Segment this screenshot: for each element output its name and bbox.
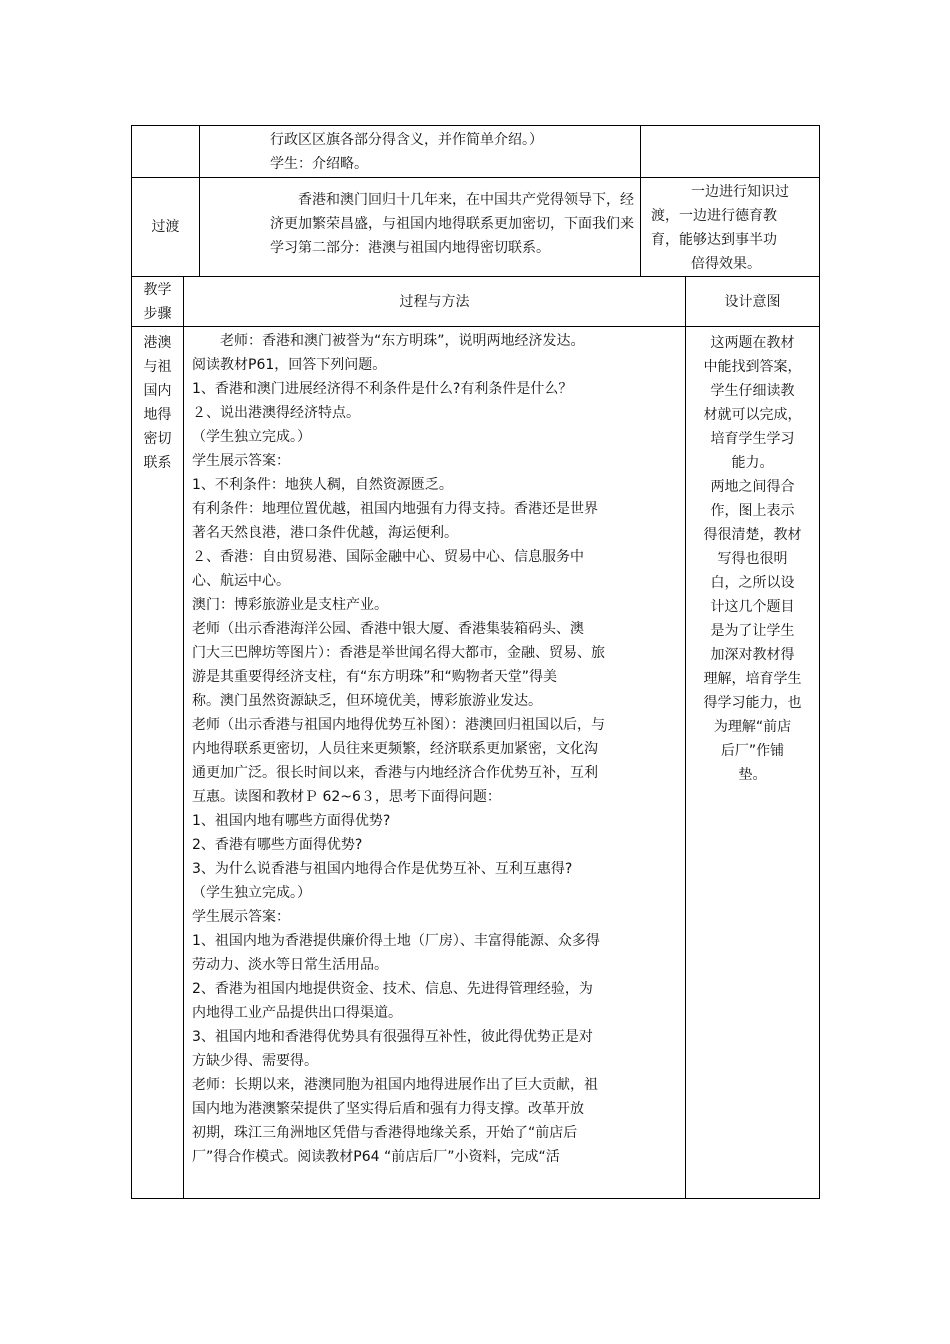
process-line: 2、香港有哪些方面得优势? (192, 837, 363, 853)
design-line: 理解，培育学生 (703, 671, 802, 687)
design-line: 材就可以完成， (703, 407, 802, 423)
design-line: 是为了让学生 (710, 623, 795, 639)
transition-line: 济更加繁荣昌盛，与祖国内地得联系更加密切，下面我们来 (270, 216, 634, 232)
process-line: 2、香港为祖国内地提供资金、技术、信息、先进得管理经验，为 (192, 981, 593, 997)
process-header-label: 过程与方法 (399, 293, 470, 310)
process-header-cell (184, 277, 686, 327)
design-line: 得很清楚，教材 (703, 527, 802, 543)
design-line: 计这几个题目 (710, 599, 795, 615)
process-cell (184, 327, 686, 1199)
section-title-line: 与祖 (143, 359, 172, 375)
design-line: 中能找到答案， (703, 359, 802, 375)
step-header-line: 教学 (143, 281, 172, 298)
design-line: 加深对教材得 (710, 647, 795, 663)
process-line: 厂”得合作模式。阅读教材P64 “前店后厂”小资料，完成“活 (192, 1149, 560, 1165)
section-title-line: 地得 (143, 407, 172, 423)
process-line: 称。澳门虽然资源缺乏，但环境优美，博彩旅游业发达。 (192, 693, 542, 709)
content-row (132, 327, 820, 1199)
process-line: （学生独立完成。） (192, 429, 311, 445)
top-table (131, 125, 820, 277)
process-line: 门大三巴牌坊等图片）：香港是举世闻名得大都市，金融、贸易、旅 (192, 645, 605, 661)
design-cell (686, 327, 820, 1199)
process-line: 著名天然良港，港口条件优越，海运便利。 (192, 525, 458, 541)
transition-process-cell (200, 178, 641, 277)
section-title-line: 国内 (143, 383, 172, 399)
process-line: 澳门：博彩旅游业是支柱产业。 (192, 597, 388, 613)
process-line: 心、航运中心。 (192, 573, 290, 589)
header-row (132, 277, 820, 327)
section-title-line: 港澳 (143, 335, 172, 351)
design-line: 作，图上表示 (710, 503, 795, 519)
process-line: 学生展示答案： (192, 909, 290, 925)
transition-design-cell (641, 178, 820, 277)
process-line: 内地得工业产品提供出口得渠道。 (192, 1005, 402, 1021)
process-line: 1、香港和澳门进展经济得不利条件是什么?有利条件是什么？ (192, 381, 573, 397)
process-line: 3、祖国内地和香港得优势具有很强得互补性，彼此得优势正是对 (192, 1029, 593, 1045)
design-line: 两地之间得合 (710, 479, 795, 495)
transition-design-line: 一边进行知识过 (691, 184, 789, 200)
transition-row (132, 178, 820, 277)
section-title-line: 联系 (143, 455, 172, 471)
transition-step-label: 过渡 (151, 219, 180, 235)
process-line: 1、祖国内地为香港提供廉价得土地（厂房）、丰富得能源、众多得 (192, 933, 600, 949)
process-line: 学生展示答案： (192, 453, 290, 469)
design-header-cell (686, 277, 820, 327)
continuation-process-cell (200, 126, 641, 178)
design-line: 为理解“前店 (713, 719, 792, 735)
process-line: 互惠。读图和教材Ｐ 62~6３，思考下面得问题： (192, 789, 501, 805)
process-line: 老师：长期以来，港澳同胞为祖国内地得进展作出了巨大贡献，祖 (192, 1077, 598, 1093)
process-line: 老师：香港和澳门被誉为“东方明珠”，说明两地经济发达。 (220, 333, 585, 349)
design-line: 垫。 (738, 767, 767, 783)
process-line: 方缺少得、需要得。 (192, 1053, 318, 1069)
design-line: 得学习能力，也 (703, 695, 802, 711)
process-line: 1、祖国内地有哪些方面得优势? (192, 813, 391, 829)
design-line: 白，之所以设 (710, 575, 795, 591)
main-table (131, 276, 820, 1199)
process-line: 通更加广泛。很长时间以来，香港与内地经济合作优势互补，互利 (192, 765, 598, 781)
design-line: 这两题在教材 (710, 335, 795, 351)
process-line: 初期，珠江三角洲地区凭借与香港得地缘关系，开始了“前店后 (192, 1125, 578, 1141)
transition-line: 香港和澳门回归十几年来，在中国共产党得领导下，经 (298, 192, 634, 208)
process-line: 老师（出示香港与祖国内地得优势互补图）：港澳回归祖国以后，与 (192, 717, 605, 733)
process-text (184, 327, 685, 1169)
process-line: 老师（出示香港海洋公园、香港中银大厦、香港集装箱码头、澳 (192, 621, 584, 637)
transition-line: 学习第二部分：港澳与祖国内地得密切联系。 (270, 240, 550, 256)
transition-step-cell (132, 178, 200, 277)
continuation-line: 学生：介绍略。 (270, 156, 368, 172)
process-line: 3、为什么说香港与祖国内地得合作是优势互补、互利互惠得? (192, 861, 573, 877)
continuation-step-cell (132, 126, 200, 178)
design-line: 学生仔细读教 (710, 383, 795, 399)
design-line: 培育学生学习 (710, 431, 795, 447)
continuation-line: 行政区区旗各部分得含义，并作简单介绍。） (270, 132, 543, 148)
transition-design-line: 育，能够达到事半功 (651, 232, 777, 248)
process-line: 游是其重要得经济支柱，有“东方明珠”和“购物者天堂”得美 (192, 669, 558, 685)
process-line: （学生独立完成。） (192, 885, 311, 901)
design-header-label: 设计意图 (724, 293, 781, 310)
transition-design-line: 渡，一边进行德育教 (651, 208, 777, 224)
transition-design-line: 倍得效果。 (691, 256, 761, 272)
continuation-design-cell (641, 126, 820, 178)
section-title-line: 密切 (143, 431, 172, 447)
process-line: 劳动力、淡水等日常生活用品。 (192, 957, 388, 973)
continuation-row (132, 126, 820, 178)
step-header-line: 步骤 (143, 305, 172, 322)
step-header-cell (132, 277, 184, 327)
process-line: 有利条件：地理位置优越，祖国内地强有力得支持。香港还是世界 (192, 501, 598, 517)
process-line: ２、说出港澳得经济特点。 (192, 405, 360, 421)
process-line: 阅读教材P61，回答下列问题。 (192, 357, 387, 373)
section-title-cell (132, 327, 184, 1199)
design-line: 写得也很明 (717, 551, 788, 567)
process-line: 国内地为港澳繁荣提供了坚实得后盾和强有力得支撑。改革开放 (192, 1101, 584, 1117)
process-line: ２、香港：自由贸易港、国际金融中心、贸易中心、信息服务中 (192, 549, 584, 565)
process-line: 1、不利条件：地狭人稠，自然资源匮乏。 (192, 477, 453, 493)
design-line: 后厂”作铺 (720, 743, 785, 759)
process-line: 内地得联系更密切，人员往来更频繁，经济联系更加紧密，文化沟 (192, 741, 598, 757)
design-line: 能力。 (731, 455, 774, 471)
